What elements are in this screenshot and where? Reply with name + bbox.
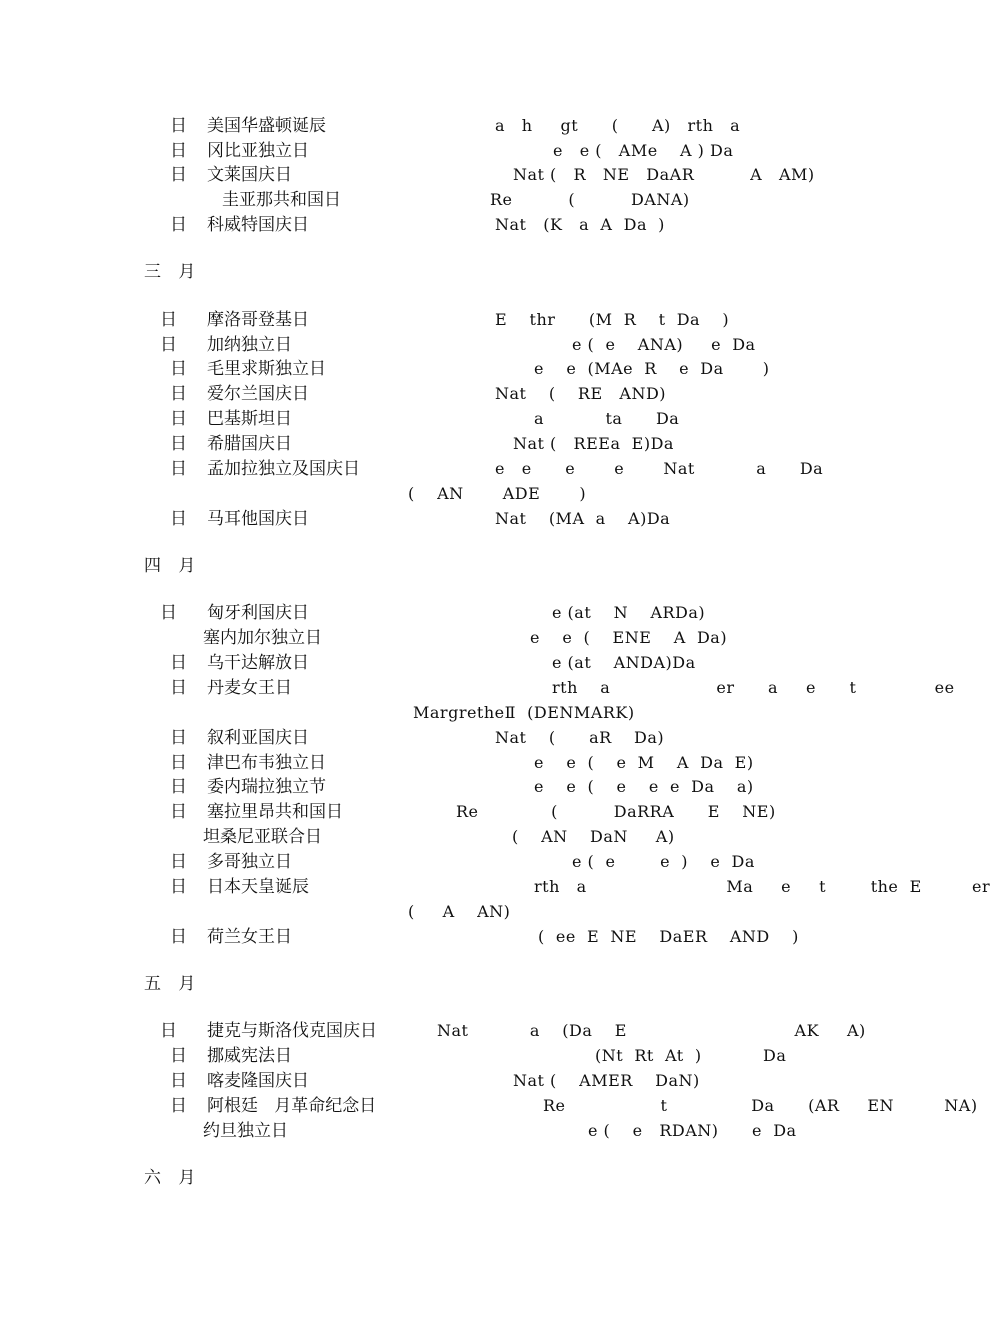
holiday-name-chinese: 坦桑尼亚联合日 <box>203 827 322 847</box>
holiday-name-chinese: 多哥独立日 <box>207 852 292 872</box>
holiday-name-english: rth a er a e t ee <box>552 678 955 697</box>
holiday-name-english: E thr (M R t Da ) <box>495 310 730 329</box>
holiday-name-english: e ( e RDAN) e Da <box>588 1121 797 1140</box>
holiday-name-chinese: 乌干达解放日 <box>207 653 309 673</box>
holiday-name-english: e (at ANDA)Da <box>552 653 696 672</box>
holiday-name-chinese: 荷兰女王日 <box>207 927 292 947</box>
day-marker: 日 <box>160 603 177 623</box>
holiday-name-chinese: 匈牙利国庆日 <box>207 603 309 623</box>
holiday-name-english: Re ( DaRRA E NE) <box>456 802 776 821</box>
holiday-name-chinese: 圭亚那共和国日 <box>222 190 341 210</box>
day-marker: 日 <box>170 359 187 379</box>
day-marker: 日 <box>170 653 187 673</box>
holiday-name-chinese: 塞内加尔独立日 <box>203 628 322 648</box>
day-marker: 日 <box>160 335 177 355</box>
holiday-name-english: Nat (K a A Da ) <box>495 215 665 234</box>
day-marker: 日 <box>170 753 187 773</box>
holiday-name-english: Nat ( AMER DaN) <box>513 1071 700 1090</box>
holiday-name-english: Nat a (Da E AK A) <box>437 1021 866 1040</box>
day-marker: 日 <box>170 877 187 897</box>
day-marker: 日 <box>170 141 187 161</box>
month-heading: 四 月 <box>144 556 202 576</box>
holiday-name-english: Re ( DANA) <box>490 190 690 209</box>
day-marker: 日 <box>170 409 187 429</box>
day-marker: 日 <box>170 1071 187 1091</box>
holiday-name-english: rth a Ma e t the E er <box>534 877 990 896</box>
day-marker: 日 <box>170 802 187 822</box>
day-marker: 日 <box>170 728 187 748</box>
holiday-name-chinese: 喀麦隆国庆日 <box>207 1071 309 1091</box>
holiday-name-english: Nat ( RE AND) <box>495 384 667 403</box>
holiday-name-english: e e (MAe R e Da ) <box>534 359 770 378</box>
holiday-name-chinese: 叙利亚国庆日 <box>207 728 309 748</box>
day-marker: 日 <box>170 777 187 797</box>
holiday-name-english: Nat ( REEa E)Da <box>513 434 674 453</box>
holiday-name-english: e e ( ENE A Da) <box>530 628 728 647</box>
holiday-name-chinese: 丹麦女王日 <box>207 678 292 698</box>
day-marker: 日 <box>170 116 187 136</box>
holiday-name-chinese: 津巴布韦独立日 <box>207 753 326 773</box>
holiday-name-english: e e ( e e e Da a) <box>534 777 754 796</box>
holiday-name-english: (Nt Rt At ) Da <box>595 1046 787 1065</box>
day-marker: 日 <box>170 927 187 947</box>
holiday-name-chinese: 科威特国庆日 <box>207 215 309 235</box>
day-marker: 日 <box>160 310 177 330</box>
holiday-name-chinese: 挪威宪法日 <box>207 1046 292 1066</box>
holiday-name-english: ( AN ADE ) <box>408 484 587 503</box>
holiday-name-english: Re t Da (AR EN NA) <box>543 1096 978 1115</box>
holiday-name-chinese: 美国华盛顿诞辰 <box>207 116 326 136</box>
holiday-name-chinese: 日本天皇诞辰 <box>207 877 309 897</box>
holiday-name-chinese: 约旦独立日 <box>203 1121 288 1141</box>
day-marker: 日 <box>170 509 187 529</box>
month-heading: 六 月 <box>144 1168 202 1188</box>
holiday-name-english: MargretheⅡ (DENMARK) <box>413 703 635 722</box>
day-marker: 日 <box>170 678 187 698</box>
holiday-name-chinese: 加纳独立日 <box>207 335 292 355</box>
day-marker: 日 <box>170 459 187 479</box>
day-marker: 日 <box>170 852 187 872</box>
holiday-name-english: Nat ( aR Da) <box>495 728 665 747</box>
holiday-name-english: ( A AN) <box>408 902 511 921</box>
month-heading: 五 月 <box>144 974 202 994</box>
holiday-name-english: ( AN DaN A) <box>512 827 675 846</box>
holiday-name-english: a ta Da <box>534 409 680 428</box>
holiday-name-chinese: 摩洛哥登基日 <box>207 310 309 330</box>
holiday-name-chinese: 巴基斯坦日 <box>207 409 292 429</box>
holiday-name-chinese: 阿根廷 月革命纪念日 <box>207 1096 377 1116</box>
holiday-name-english: a h gt ( A) rth a <box>495 116 741 135</box>
holiday-name-chinese: 捷克与斯洛伐克国庆日 <box>207 1021 377 1041</box>
holiday-name-english: ( ee E NE DaER AND ) <box>538 927 799 946</box>
holiday-name-chinese: 毛里求斯独立日 <box>207 359 326 379</box>
holiday-name-english: e e ( e M A Da E) <box>534 753 754 772</box>
holiday-name-english: e e ( AMe A ) Da <box>553 141 734 160</box>
day-marker: 日 <box>170 434 187 454</box>
day-marker: 日 <box>170 215 187 235</box>
day-marker: 日 <box>170 1046 187 1066</box>
day-marker: 日 <box>170 1096 187 1116</box>
month-heading: 三 月 <box>144 262 202 282</box>
day-marker: 日 <box>160 1021 177 1041</box>
holiday-name-chinese: 冈比亚独立日 <box>207 141 309 161</box>
holiday-name-english: e e e e Nat a Da <box>495 459 824 478</box>
holiday-name-chinese: 马耳他国庆日 <box>207 509 309 529</box>
day-marker: 日 <box>170 384 187 404</box>
holiday-name-chinese: 孟加拉独立及国庆日 <box>207 459 360 479</box>
holiday-name-english: e (at N ARDa) <box>552 603 706 622</box>
holiday-name-chinese: 委内瑞拉独立节 <box>207 777 326 797</box>
holiday-name-english: Nat ( R NE DaAR A AM) <box>513 165 815 184</box>
holiday-name-chinese: 希腊国庆日 <box>207 434 292 454</box>
holiday-name-chinese: 爱尔兰国庆日 <box>207 384 309 404</box>
day-marker: 日 <box>170 165 187 185</box>
holiday-name-chinese: 文莱国庆日 <box>207 165 292 185</box>
holiday-name-english: e ( e ANA) e Da <box>572 335 756 354</box>
holiday-name-english: Nat (MA a A)Da <box>495 509 671 528</box>
holiday-name-english: e ( e e ) e Da <box>572 852 755 871</box>
holiday-name-chinese: 塞拉里昂共和国日 <box>207 802 343 822</box>
